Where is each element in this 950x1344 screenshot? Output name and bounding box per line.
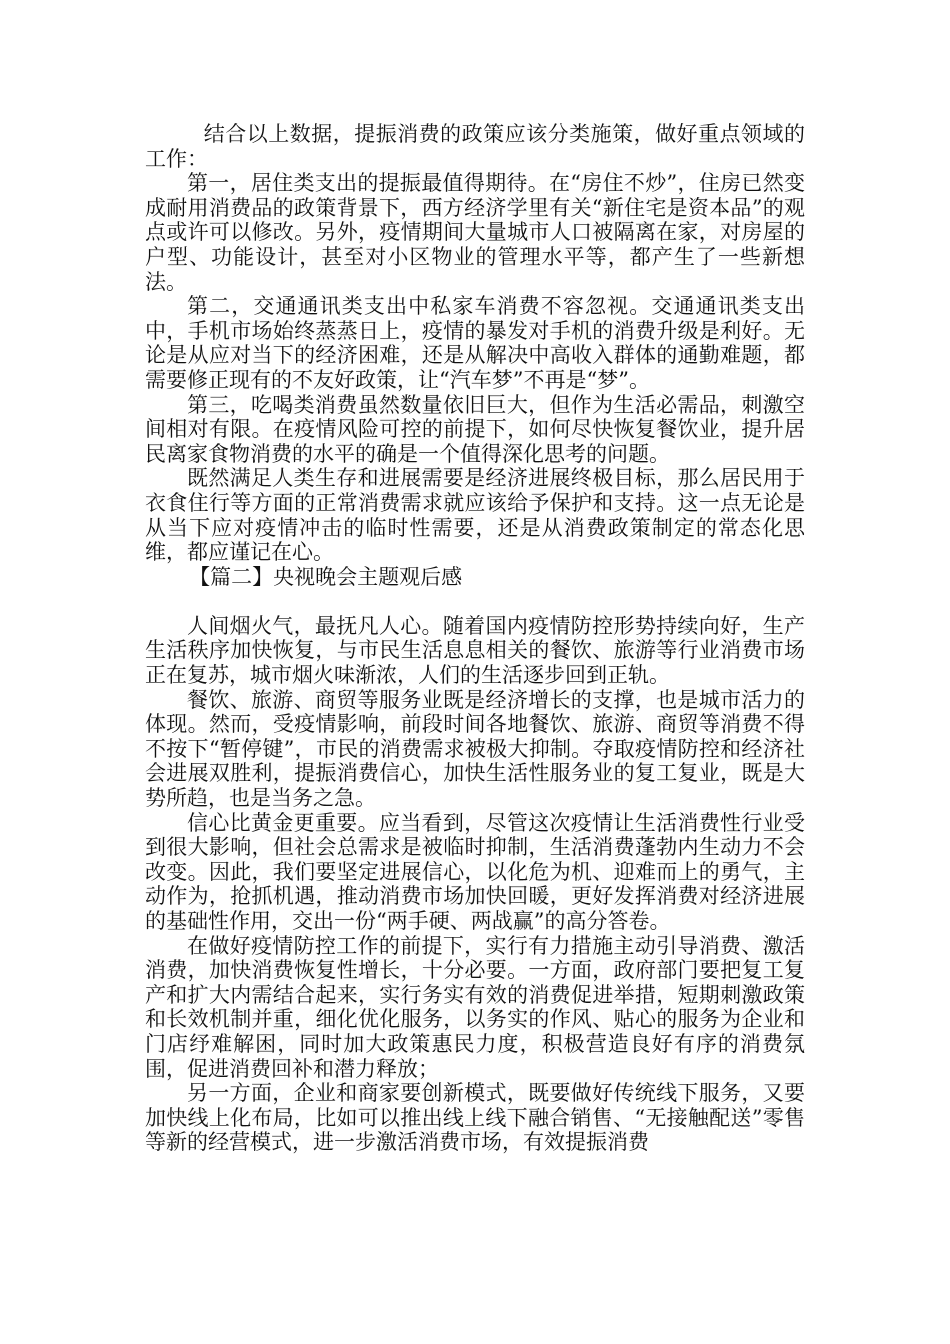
paragraph: 结合以上数据，提振消费的政策应该分类施策，做好重点领域的工作：: [145, 122, 805, 171]
section-title: 【篇二】央视晚会主题观后感: [189, 564, 463, 589]
paragraph: 第一，居住类支出的提振最值得期待。在“房住不炒”，住房已然变成耐用消费品的政策背景下，西方经济学里有关“新住宅是资本品”的观点或许可以修改。另外，疫情期间大量城市人口被隔离在家，对房屋的户型、功能设计，甚至对小区物业的管理水平等，都产生了一些新想法。: [145, 171, 805, 294]
paragraph: 在做好疫情防控工作的前提下，实行有力措施主动引导消费、激活消费，加快消费恢复性增长，十分必要。一方面，政府部门要把复工复产和扩大内需结合起来，实行务实有效的消费促进举措，短期刺激政策和长效机制并重，细化优化服务，以务实的作风、贴心的服务为企业和门店纾难解困，同时加大政策惠民力度，积极营造良好有序的消费氛围，促进消费回补和潜力释放；: [145, 933, 805, 1081]
paragraph: 人间烟火气，最抚凡人心。随着国内疫情防控形势持续向好，生产生活秩序加快恢复，与市民生活息息相关的餐饮、旅游等行业消费市场正在复苏，城市烟火味渐浓，人们的生活逐步回到正轨。: [145, 613, 805, 688]
paragraph: 信心比黄金更重要。应当看到，尽管这次疫情让生活消费性行业受到很大影响，但社会总需求是被临时抑制，生活消费蓬勃内生动力不会改变。因此，我们要坚定进展信心，以化危为机、迎难而上的勇气，主动作为，抢抓机遇，推动消费市场加快回暖，更好发挥消费对经济进展的基础性作用，交出一份“两手硬、两战赢”的高分答卷。: [145, 810, 805, 933]
paragraph: 第三，吃喝类消费虽然数量依旧巨大，但作为生活必需品，刺激空间相对有限。在疫情风险可控的前提下，如何尽快恢复餐饮业，提升居民离家食物消费的水平的确是一个值得深化思考的问题。: [145, 392, 805, 466]
paragraph: 第二，交通通讯类支出中私家车消费不容忽视。交通通讯类支出中，手机市场始终蒸蒸日上，疫情的暴发对手机的消费升级是利好。无论是从应对当下的经济困难，还是从解决中高收入群体的通勤难题，都需要修正现有的不友好政策，让“汽车梦”不再是“梦”。: [145, 294, 805, 392]
paragraph: 另一方面，企业和商家要创新模式，既要做好传统线下服务，又要加快线上化布局，比如可以推出线上线下融合销售、“无接触配送”零售等新的经营模式，进一步激活消费市场，有效提振消费: [145, 1081, 805, 1155]
paragraph: 既然满足人类生存和进展需要是经济进展终极目标，那么居民用于衣食住行等方面的正常消费需求就应该给予保护和支持。这一点无论是从当下应对疫情冲击的临时性需要，还是从消费政策制定的常态化思维，都应谨记在心。: [145, 466, 805, 565]
document-body: [145, 122, 805, 1155]
paragraph: 餐饮、旅游、商贸等服务业既是经济增长的支撑，也是城市活力的体现。然而，受疫情影响，前段时间各地餐饮、旅游、商贸等消费不得不按下“暂停键”，市民的消费需求被极大抑制。夺取疫情防控和经济社会进展双胜利，提振消费信心，加快生活性服务业的复工复业，既是大势所趋，也是当务之急。: [145, 687, 805, 811]
